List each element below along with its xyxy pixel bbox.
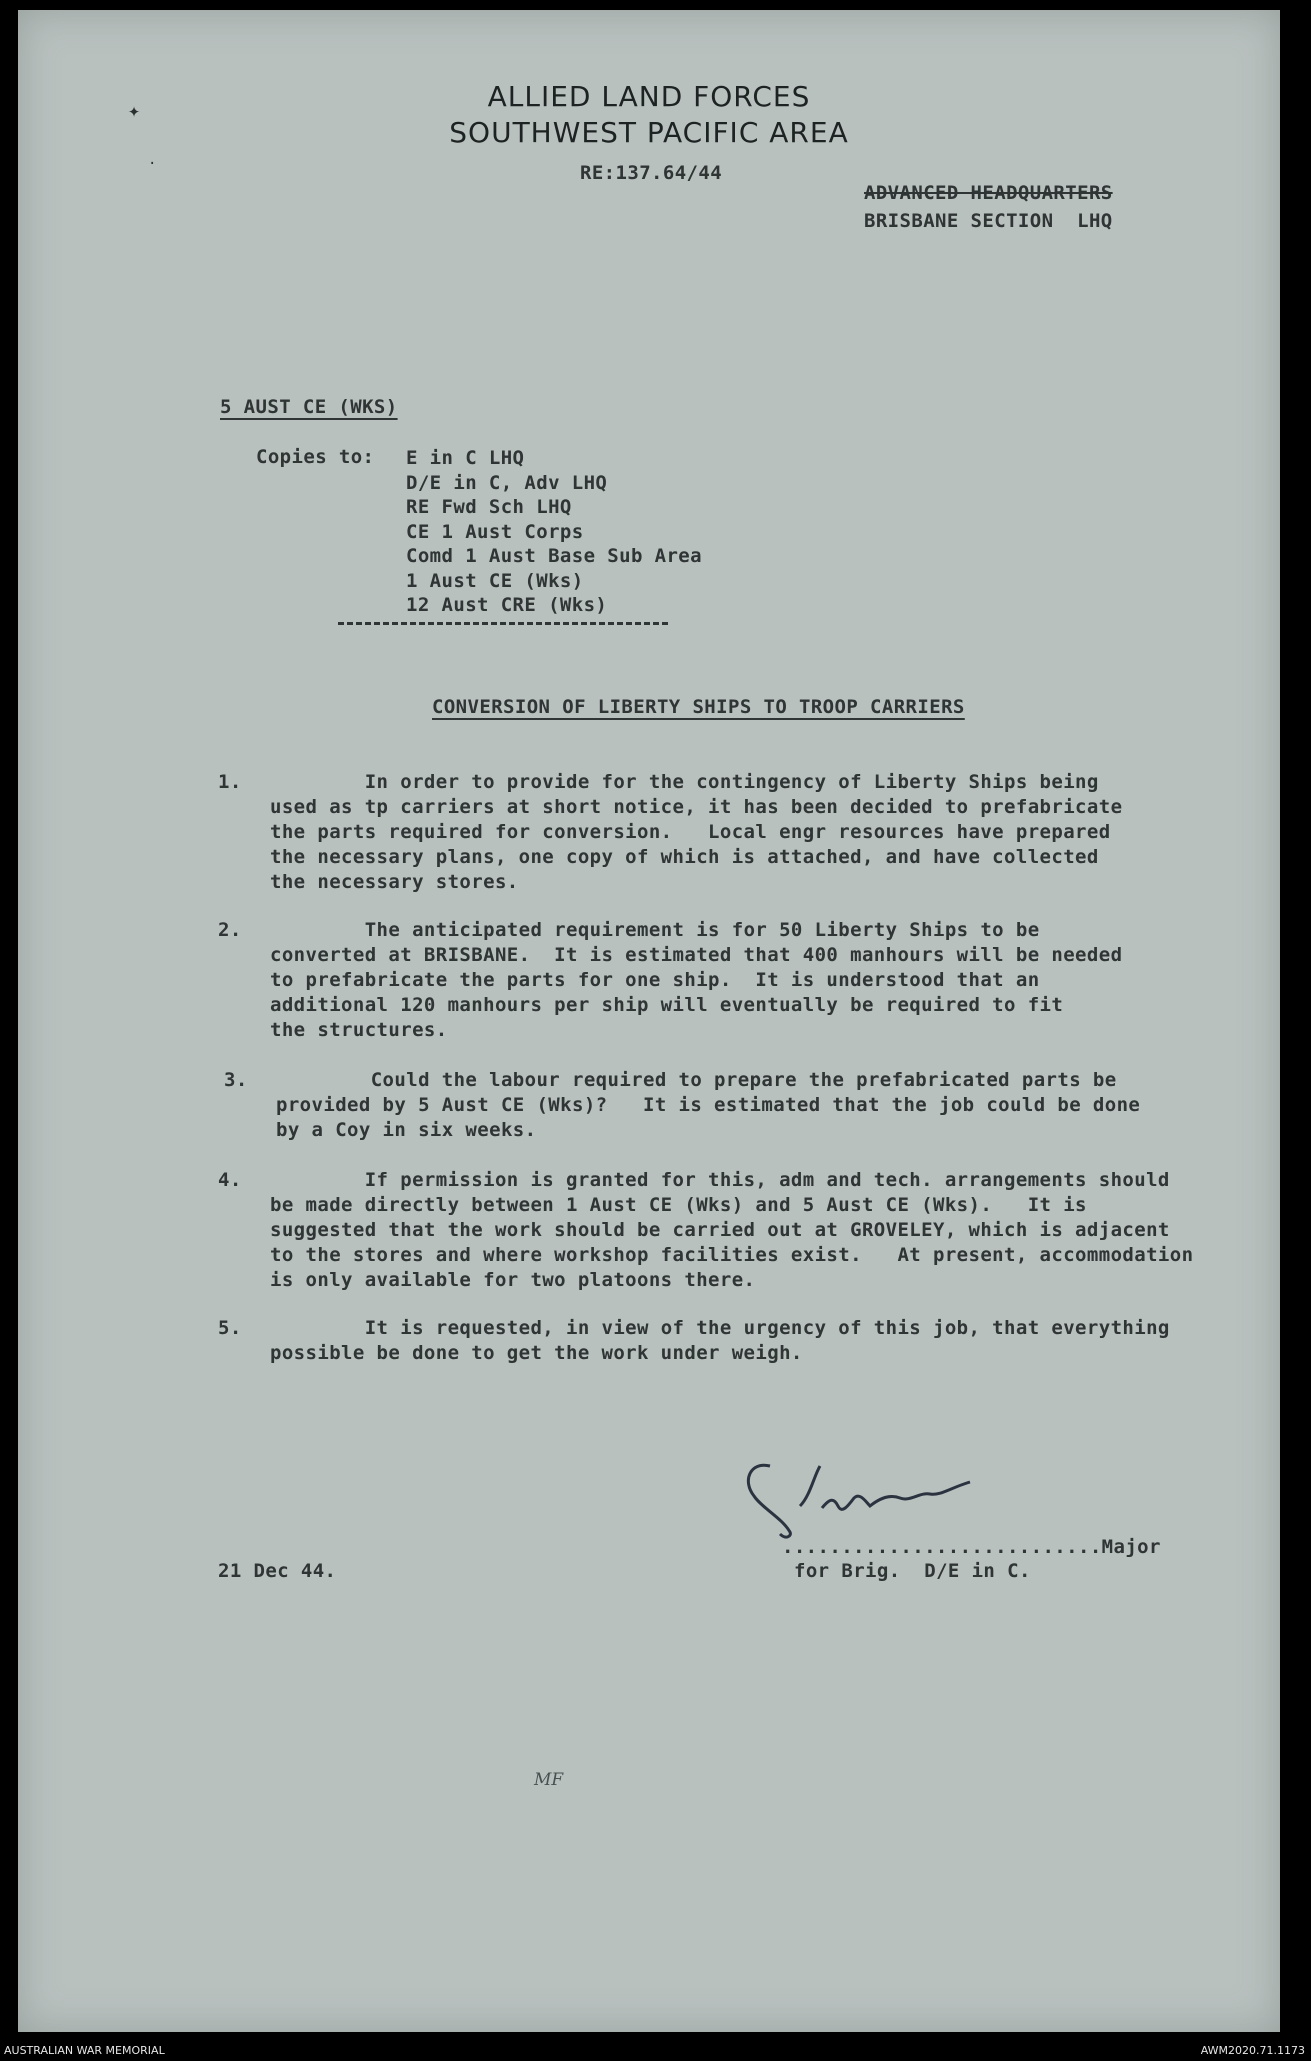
paragraph-text: It is requested, in view of the urgency of this job, that everything possible be done to get the work under weigh. [270,1317,1170,1364]
copies-list [406,446,702,618]
copy-recipient: E in C LHQ [406,447,525,469]
copies-label: Copies to: [256,446,375,468]
copy-recipient: Comd 1 Aust Base Sub Area [406,545,702,567]
paragraph-number: 2. [218,919,242,941]
document-date: 21 Dec 44. [218,1560,337,1582]
struck-heading: ADVANCED HEADQUARTERS [864,182,1113,204]
dashed-rule [338,622,668,625]
paragraph-text: The anticipated requirement is for 50 Liberty Ships to be converted at BRISBANE. It is estimated that 400 manhours will be needed to prefabricate the parts for one ship. It is understood that an additional 120 manhours per ship will eventually be required to fit the structures. [270,919,1123,1041]
paragraph-text: If permission is granted for this, adm and tech. arrangements should be made directly between 1 Aust CE (Wks) and 5 Aust CE (Wks). It is suggested that the work should be carried out at GROVELEY, which is adjacent to the stores and where workshop facilities exist. At present, accommodation is only available for two platoons there. [270,1169,1194,1291]
paragraph-text: In order to provide for the contingency of Liberty Ships being used as tp carriers at short notice, it has been decided to prefabricate the parts required for conversion. Local engr resources have prepared the necessary plans, one copy of which is attached, and have collected the necessary stores. [270,771,1123,893]
signature-scrawl [730,1436,1010,1546]
footer-accession: AWM2020.71.1173 [1200,2044,1305,2057]
letterhead-line2: SOUTHWEST PACIFIC AREA [449,116,849,149]
copy-recipient: 12 Aust CRE (Wks) [406,594,608,616]
paragraph-number: 5. [218,1317,242,1339]
document-page [18,10,1280,2032]
letterhead-line1: ALLIED LAND FORCES [487,80,811,113]
paragraph-number: 4. [218,1169,242,1191]
paragraph-text: Could the labour required to prepare the prefabricated parts be provided by 5 Aust CE (Wks)? It is estimated that the job could be done by a Coy in six weeks. [276,1069,1141,1141]
addressee: 5 AUST CE (WKS) [220,396,398,418]
section-label: BRISBANE SECTION LHQ [864,210,1113,232]
signature-for-line: for Brig. D/E in C. [794,1560,1031,1582]
paragraph-number: 1. [218,771,242,793]
signature-line: ...........................Major [782,1536,1161,1558]
copy-recipient: D/E in C, Adv LHQ [406,471,608,494]
footer-institution: AUSTRALIAN WAR MEMORIAL [4,2044,165,2057]
copy-recipient: CE 1 Aust Corps [406,520,584,543]
handwritten-initials: MF [534,1770,564,1790]
punch-mark: · [148,156,157,172]
subject-heading: CONVERSION OF LIBERTY SHIPS TO TROOP CARRIERS [432,696,965,718]
reference-number: RE:137.64/44 [580,162,723,184]
paragraph-number: 3. [224,1069,248,1091]
copy-recipient: RE Fwd Sch LHQ [406,496,572,518]
punch-mark: ✦ [128,98,141,122]
copy-recipient: 1 Aust CE (Wks) [406,569,584,592]
